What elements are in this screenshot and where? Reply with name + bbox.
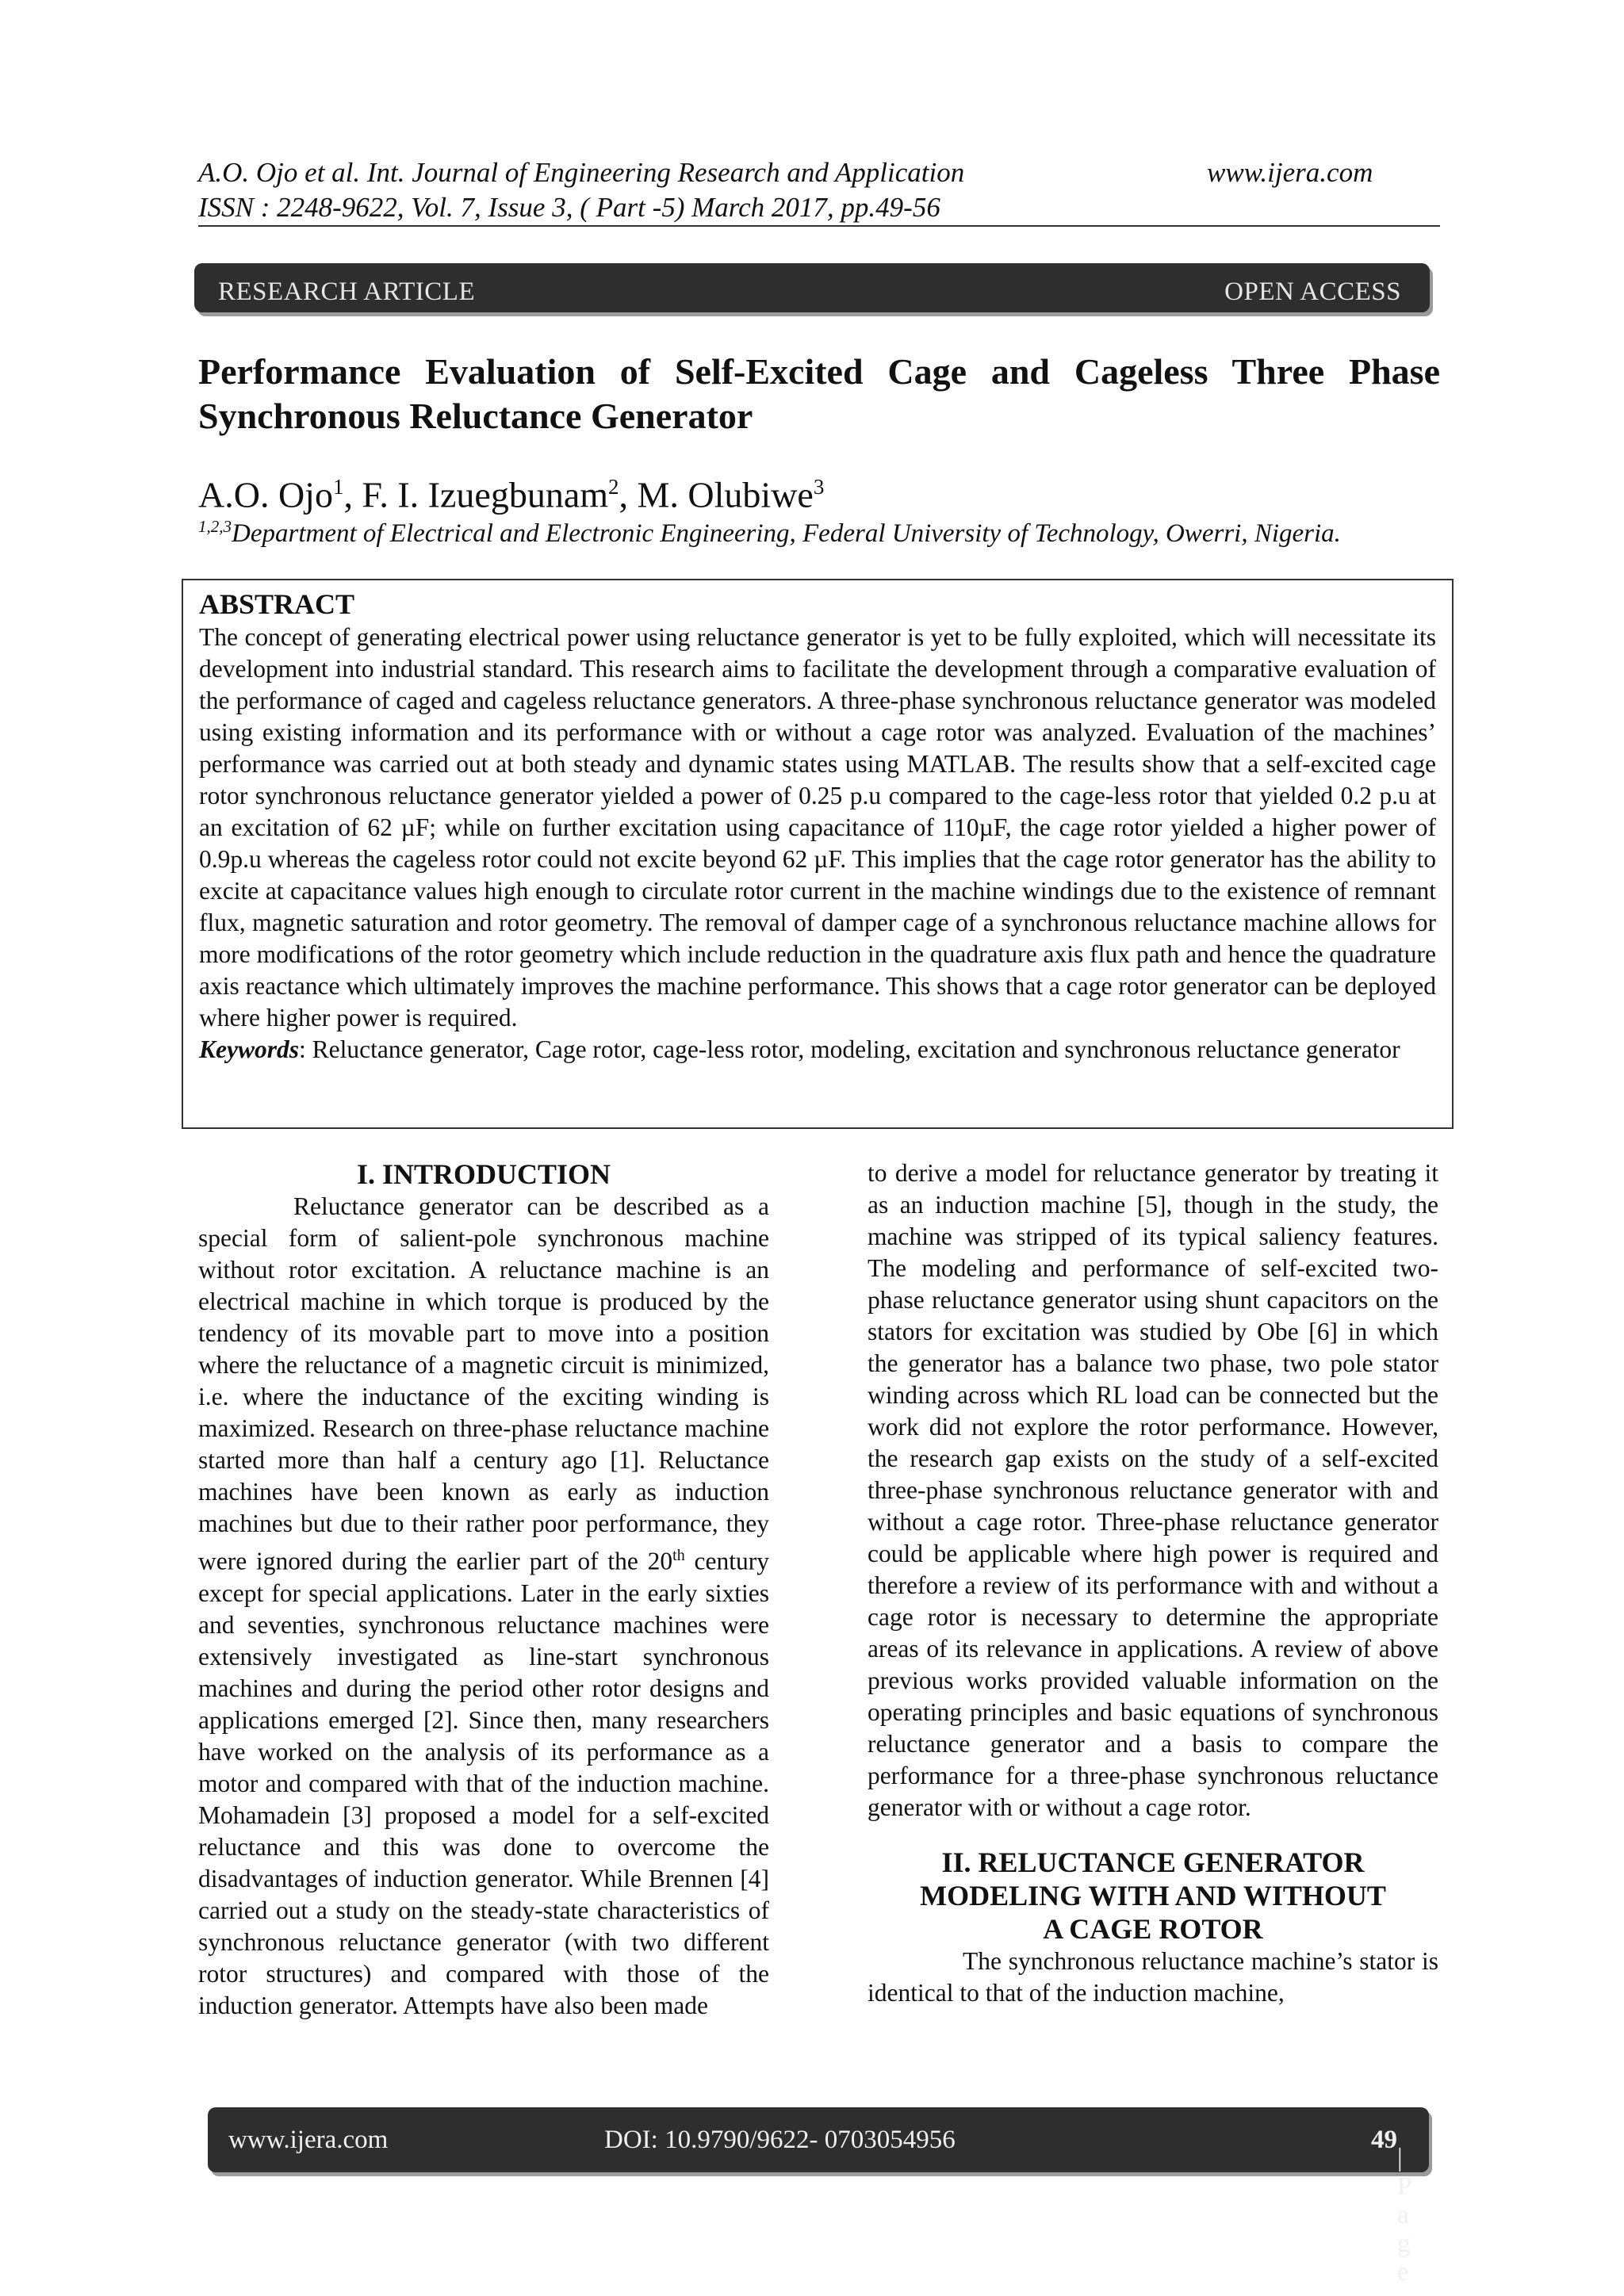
introduction-paragraph <box>198 1191 769 2022</box>
abstract-heading: ABSTRACT <box>199 588 355 620</box>
section2-heading-line1: II. RELUCTANCE GENERATOR <box>941 1846 1365 1878</box>
footer-website[interactable]: www.ijera.com <box>228 2126 389 2154</box>
open-access-label: OPEN ACCESS <box>1224 277 1401 306</box>
research-article-label: RESEARCH ARTICLE <box>218 277 476 306</box>
intro-text-a: Reluctance generator can be described as a special form of salient-pole synchronous machine without rotor excitation. A reluctance machine is an electrical machine in which torque is produced by the tendency of its movable part to move into a position where the reluctance of a magnetic circuit is minimized, i.e. where the inductance of the exciting winding is maximized. Research on three-phase reluctance machine started more than half a century ago [1]. Reluctance machines have been known as early as induction machines but due to their rather poor performance, they were ignored during the earlier part of the 20 <box>198 1192 769 1575</box>
journal-website[interactable]: www.ijera.com <box>1207 157 1373 188</box>
author-affiliation-mark: 2 <box>608 475 619 499</box>
author-name: A.O. Ojo <box>198 474 333 515</box>
section-heading-introduction: I. INTRODUCTION <box>356 1158 611 1190</box>
section-heading-modeling <box>868 1846 1438 1946</box>
page-footer <box>208 2107 1429 2286</box>
author-affiliation-mark: 1 <box>332 475 344 499</box>
introduction-paragraph-continued: to derive a model for reluctance generator by treating it as an induction machine [5], though in the study, the machine was stripped of its typical saliency features. The modeling and performance of self-excited two-phase reluctance generator using shunt capacitors on the stators for excitation was studied by Obe [6] in which the generator has a balance two phase, two pole stator winding across which RL load can be connected but the work did not explore the rotor performance. However, the research gap exists on the study of a self-excited three-phase synchronous reluctance generator with and without a cage rotor. Three-phase reluctance generator could be applicable where high power is required and therefore a review of its performance with and without a cage rotor is necessary to determine the appropriate areas of its relevance in applications. A review of above previous works provided valuable information on the operating principles and basic equations of synchronous reluctance generator and a basis to compare the performance for a three-phase synchronous reluctance generator with or without a cage rotor. <box>868 1159 1438 1821</box>
keywords <box>199 1034 1436 1066</box>
author-name: F. I. Izuegbunam <box>362 474 609 515</box>
page-number: 49 <box>1371 2126 1397 2154</box>
intro-text-b: century except for special applications. Later in the early sixties and seventies, synchronous reluctance machines were extensively investigated as line-start synchronous machines and during the period other rotor designs and applications emerged [2]. Since then, many researchers have worked on the analysis of its performance as a motor and compared with that of the induction machine. Mohamadein [3] proposed a model for a self-excited reluctance and this was done to overcome the disadvantages of induction generator. While Brennen [4] carried out a study on the steady-state characteristics of synchronous reluctance generator (with two different rotor structures) and compared with those of the induction generator. Attempts have also been made <box>198 1547 769 2019</box>
author-separator: , <box>619 474 638 515</box>
footer-page <box>1371 2126 1411 2286</box>
author-affiliation-mark: 3 <box>813 475 825 499</box>
article-type-banner <box>194 263 1430 312</box>
affiliation-text: Department of Electrical and Electronic Engineering, Federal University of Technology, Owerri, Nigeria. <box>232 519 1341 548</box>
left-column <box>198 1158 769 2022</box>
abstract-box <box>182 579 1454 1129</box>
paper-title: Performance Evaluation of Self-Excited Cage and Cageless Three Phase Synchronous Reluctance Generator <box>198 351 1440 436</box>
keywords-label: Keywords <box>199 1035 299 1063</box>
section2-heading-line2: MODELING WITH AND WITHOUT <box>920 1880 1386 1911</box>
issn-line: ISSN : 2248-9622, Vol. 7, Issue 3, ( Part -5) March 2017, pp.49-56 <box>198 192 940 223</box>
author-separator: , <box>343 474 362 515</box>
author-name: M. Olubiwe <box>637 474 814 515</box>
affiliation <box>198 511 1341 549</box>
author-list <box>198 465 824 517</box>
section2-heading-line3: A CAGE ROTOR <box>1043 1913 1263 1945</box>
header-rule <box>198 225 1440 227</box>
keywords-text: : Reluctance generator, Cage rotor, cage-less rotor, modeling, excitation and synchronous reluctance generator <box>299 1035 1400 1063</box>
ordinal-suffix: th <box>672 1547 685 1564</box>
right-column <box>868 1158 1438 2009</box>
page-label: | P a g e <box>1397 2144 1411 2286</box>
section2-paragraph: The synchronous reluctance machine’s stator is identical to that of the induction machine, <box>868 1947 1438 2007</box>
footer-doi[interactable]: DOI: 10.9790/9622- 0703054956 <box>604 2126 956 2154</box>
affiliation-mark: 1,2,3 <box>198 517 232 536</box>
abstract-text: The concept of generating electrical power using reluctance generator is yet to be fully exploited, which will necessitate its development into industrial standard. This research aims to facilitate the development through a comparative evaluation of the performance of caged and cageless reluctance generators. A three-phase synchronous reluctance generator was modeled using existing information and its performance with or without a cage rotor was analyzed. Evaluation of the machines’ performance was carried out at both steady and dynamic states using MATLAB. The results show that a self-excited cage rotor synchronous reluctance generator yielded a power of 0.25 p.u compared to the cage-less rotor that yielded 0.2 p.u at an excitation of 62 µF; while on further excitation using capacitance of 110µF, the cage rotor yielded a higher power of 0.9p.u whereas the cageless rotor could not excite beyond 62 µF. This implies that the cage rotor generator has the ability to excite at capacitance values high enough to circulate rotor current in the machine windings due to the existence of remnant flux, magnetic saturation and rotor geometry. The removal of damper cage of a synchronous reluctance machine allows for more modifications of the rotor geometry which include reduction in the quadrature axis flux path and hence the quadrature axis reactance which ultimately improves the machine performance. This shows that a cage rotor generator can be deployed where higher power is required. <box>199 623 1436 1031</box>
journal-header: A.O. Ojo et al. Int. Journal of Engineering Research and Application <box>198 157 965 188</box>
